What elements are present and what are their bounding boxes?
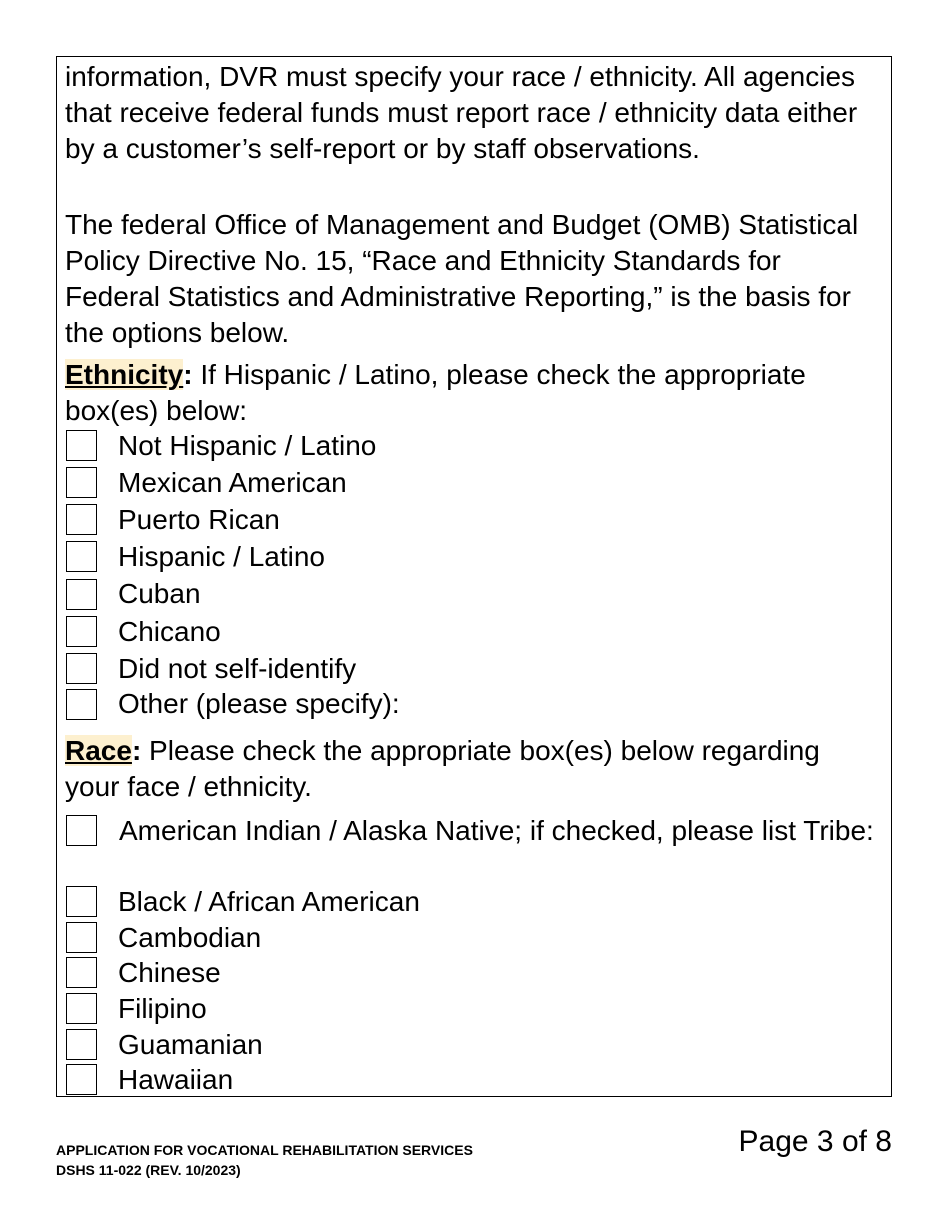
ethnicity-checkbox-mexican-american[interactable] [66, 467, 97, 498]
ethnicity-checkbox-hispanic-latino[interactable] [66, 541, 97, 572]
ethnicity-checkbox-puerto-rican[interactable] [66, 504, 97, 535]
race-instruction [65, 733, 865, 805]
ethnicity-option-label: Mexican American [118, 467, 347, 498]
race-option-label: Cambodian [118, 922, 262, 953]
race-option-label: Chinese [118, 957, 221, 988]
race-checkbox-chinese[interactable] [66, 957, 97, 988]
ethnicity-option-label: Not Hispanic / Latino [118, 430, 377, 461]
race-checkbox-hawaiian[interactable] [66, 1064, 97, 1095]
ethnicity-option-label: Hispanic / Latino [118, 541, 326, 572]
race-instruction-text: Please check the appropriate box(es) below regarding your face / ethnicity. [65, 735, 820, 802]
form-title: APPLICATION FOR VOCATIONAL REHABILITATION SERVICES [56, 1142, 473, 1158]
page-number: Page 3 of 8 [738, 1125, 892, 1158]
race-checkbox-cambodian[interactable] [66, 922, 97, 953]
intro-paragraph-1: information, DVR must specify your race / ethnicity. All agencies that receive federal funds must report race / ethnicity data either by a customer’s self-report or by staff observations. [65, 61, 858, 164]
ethnicity-checkbox-cuban[interactable] [66, 579, 97, 610]
ethnicity-checkbox-chicano[interactable] [66, 616, 97, 647]
ethnicity-checkbox-other[interactable] [66, 689, 97, 720]
race-checkbox-american-indian[interactable] [66, 815, 97, 846]
ethnicity-checkbox-did-not-self-identify[interactable] [66, 653, 97, 684]
ethnicity-checkbox-not-hispanic[interactable] [66, 430, 97, 461]
race-option-label: Hawaiian [118, 1064, 234, 1095]
ethnicity-instruction-text: If Hispanic / Latino, please check the appropriate box(es) below: [65, 359, 806, 426]
race-checkbox-filipino[interactable] [66, 993, 97, 1024]
form-number: DSHS 11-022 (REV. 10/2023) [56, 1162, 241, 1178]
intro-paragraph-2: The federal Office of Management and Budget (OMB) Statistical Policy Directive No. 15, “Race and Ethnicity Standards for Federal Statistics and Administrative Reporting,” is the basis for the options below. [65, 209, 859, 348]
ethnicity-option-label: Puerto Rican [118, 504, 280, 535]
race-checkbox-guamanian[interactable] [66, 1029, 97, 1060]
race-option-label: Black / African American [118, 886, 420, 917]
race-heading: Race [65, 735, 132, 766]
ethnicity-instruction [65, 357, 865, 429]
ethnicity-option-label: Other (please specify): [118, 688, 400, 719]
race-colon: : [131, 735, 142, 766]
race-option-label: American Indian / Alaska Native; if checked, please list Tribe: [119, 815, 874, 846]
ethnicity-colon: : [183, 359, 193, 390]
race-checkbox-black[interactable] [66, 886, 97, 917]
form-footer [56, 1140, 473, 1180]
ethnicity-option-label: Cuban [118, 578, 201, 609]
form-section [56, 56, 892, 1097]
race-option-label: Filipino [118, 993, 207, 1024]
ethnicity-option-label: Did not self-identify [118, 653, 357, 684]
ethnicity-heading: Ethnicity [65, 359, 184, 390]
race-option-label: Guamanian [118, 1029, 263, 1060]
ethnicity-option-label: Chicano [118, 616, 221, 647]
